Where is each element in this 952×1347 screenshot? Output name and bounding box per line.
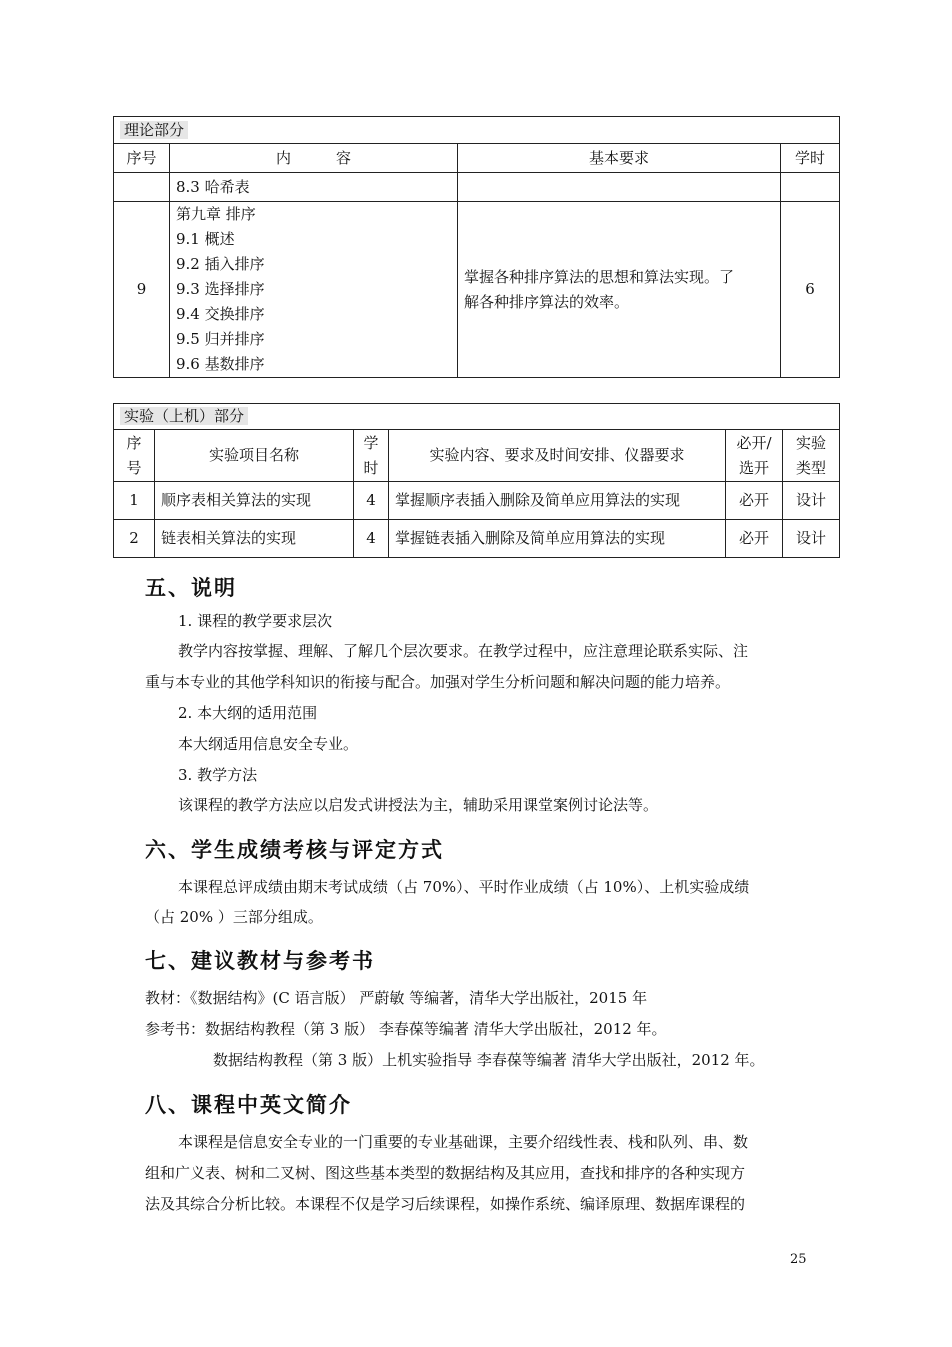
theory-section-label: 理论部分: [120, 121, 188, 139]
lab-row-hours: 4: [354, 520, 389, 558]
content-line: 9.2 插入排序: [176, 255, 265, 273]
section8-line2: 组和广义表、树和二叉树、图这些基本类型的数据结构及其应用，查找和排序的各种实现方: [145, 1164, 746, 1182]
row-hours: 6: [781, 202, 840, 378]
lab-row-name: 顺序表相关算法的实现: [155, 482, 354, 520]
content-line: 9.1 概述: [176, 230, 235, 248]
lab-header-hours-line: 时: [363, 458, 379, 477]
lab-header-type: [783, 430, 840, 482]
lab-section-label: 实验（上机）部分: [120, 407, 248, 425]
section8-title: 八、课程中英文简介: [145, 1093, 352, 1117]
lab-row-content: 掌握顺序表插入删除及简单应用算法的实现: [389, 482, 726, 520]
section6-line1: 本课程总评成绩由期末考试成绩（占 70%）、平时作业成绩（占 10%）、上机实验成绩: [178, 878, 750, 896]
content-line: 9.3 选择排序: [176, 280, 265, 298]
lab-header-hours-line: 学: [363, 433, 379, 452]
row-hours: [781, 173, 840, 202]
lab-row-content: 掌握链表插入删除及简单应用算法的实现: [389, 520, 726, 558]
table-row: [114, 173, 840, 202]
header-hours: 学时: [781, 144, 840, 173]
row-no: [114, 173, 170, 202]
content-line: 9.4 交换排序: [176, 305, 265, 323]
row-no: 9: [114, 202, 170, 378]
lab-header-content: 实验内容、要求及时间安排、仪器要求: [389, 430, 726, 482]
row-requirement: [458, 173, 781, 202]
lab-table: [113, 403, 840, 558]
lab-header-hours: [354, 430, 389, 482]
section5-title: 五、说明: [145, 576, 237, 600]
header-requirement: 基本要求: [458, 144, 781, 173]
table-row: [114, 202, 840, 378]
lab-row-name: 链表相关算法的实现: [155, 520, 354, 558]
lab-header-no-line: 号: [126, 458, 142, 477]
requirement-line: 解各种排序算法的效率。: [464, 292, 630, 311]
lab-header-name: 实验项目名称: [155, 430, 354, 482]
lab-header-req: [726, 430, 783, 482]
table-row: [114, 482, 840, 520]
lab-row-no: 2: [114, 520, 155, 558]
lab-row-req: 必开: [726, 520, 783, 558]
section8-line3: 法及其综合分析比较。本课程不仅是学习后续课程，如操作系统、编译原理、数据库课程的: [145, 1195, 746, 1213]
row-content: 8.3 哈希表: [170, 173, 458, 202]
section7-ref2: 数据结构教程（第 3 版）上机实验指导 李春葆等编著 清华大学出版社，2012 年。: [213, 1051, 765, 1069]
row-requirement: [458, 202, 781, 378]
section6-line2: （占 20% ）三部分组成。: [145, 908, 323, 926]
section7-ref1: 参考书：数据结构教程（第 3 版） 李春葆等编著 清华大学出版社，2012 年。: [145, 1020, 667, 1038]
header-content: 内 容: [170, 144, 458, 173]
lab-header-type-line: 类型: [796, 458, 827, 477]
lab-header-type-line: 实验: [796, 433, 827, 452]
section5-item1-title: 1. 课程的教学要求层次: [178, 612, 333, 630]
table-row: [114, 520, 840, 558]
section5-item2-text: 本大纲适用信息安全专业。: [178, 735, 359, 753]
lab-section-label-cell: [114, 404, 840, 430]
section5-item1-line2: 重与本专业的其他学科知识的衔接与配合。加强对学生分析问题和解决问题的能力培养。: [145, 673, 731, 691]
theory-section-label-cell: [114, 117, 840, 144]
theory-table: [113, 116, 840, 378]
lab-row-req: 必开: [726, 482, 783, 520]
content-line: 9.6 基数排序: [176, 355, 265, 373]
section5-item2-title: 2. 本大纲的适用范围: [178, 704, 318, 722]
section5-item1-line1: 教学内容按掌握、理解、了解几个层次要求。在教学过程中，应注意理论联系实际、注: [178, 642, 749, 660]
lab-row-no: 1: [114, 482, 155, 520]
header-no: 序号: [114, 144, 170, 173]
lab-row-type: 设计: [783, 482, 840, 520]
lab-row-type: 设计: [783, 520, 840, 558]
section5-item3-title: 3. 教学方法: [178, 766, 258, 784]
section8-line1: 本课程是信息安全专业的一门重要的专业基础课，主要介绍线性表、栈和队列、串、数: [178, 1133, 749, 1151]
row-content: [170, 202, 458, 378]
section7-title: 七、建议教材与参考书: [145, 949, 375, 973]
section5-item3-text: 该课程的教学方法应以启发式讲授法为主，辅助采用课堂案例讨论法等。: [178, 796, 659, 814]
lab-header-req-line: 必开/: [736, 433, 772, 452]
section7-textbook: 教材：《数据结构》(C 语言版） 严蔚敏 等编著，清华大学出版社，2015 年: [145, 989, 648, 1007]
page-number: 25: [790, 1252, 807, 1267]
content-line: 第九章 排序: [176, 205, 256, 223]
requirement-line: 掌握各种排序算法的思想和算法实现。了: [464, 267, 735, 286]
lab-header-no-line: 序: [126, 433, 142, 452]
lab-header-req-line: 选开: [738, 458, 769, 477]
content-line: 9.5 归并排序: [176, 330, 265, 348]
section6-title: 六、学生成绩考核与评定方式: [145, 838, 444, 862]
lab-row-hours: 4: [354, 482, 389, 520]
lab-header-no: [114, 430, 155, 482]
